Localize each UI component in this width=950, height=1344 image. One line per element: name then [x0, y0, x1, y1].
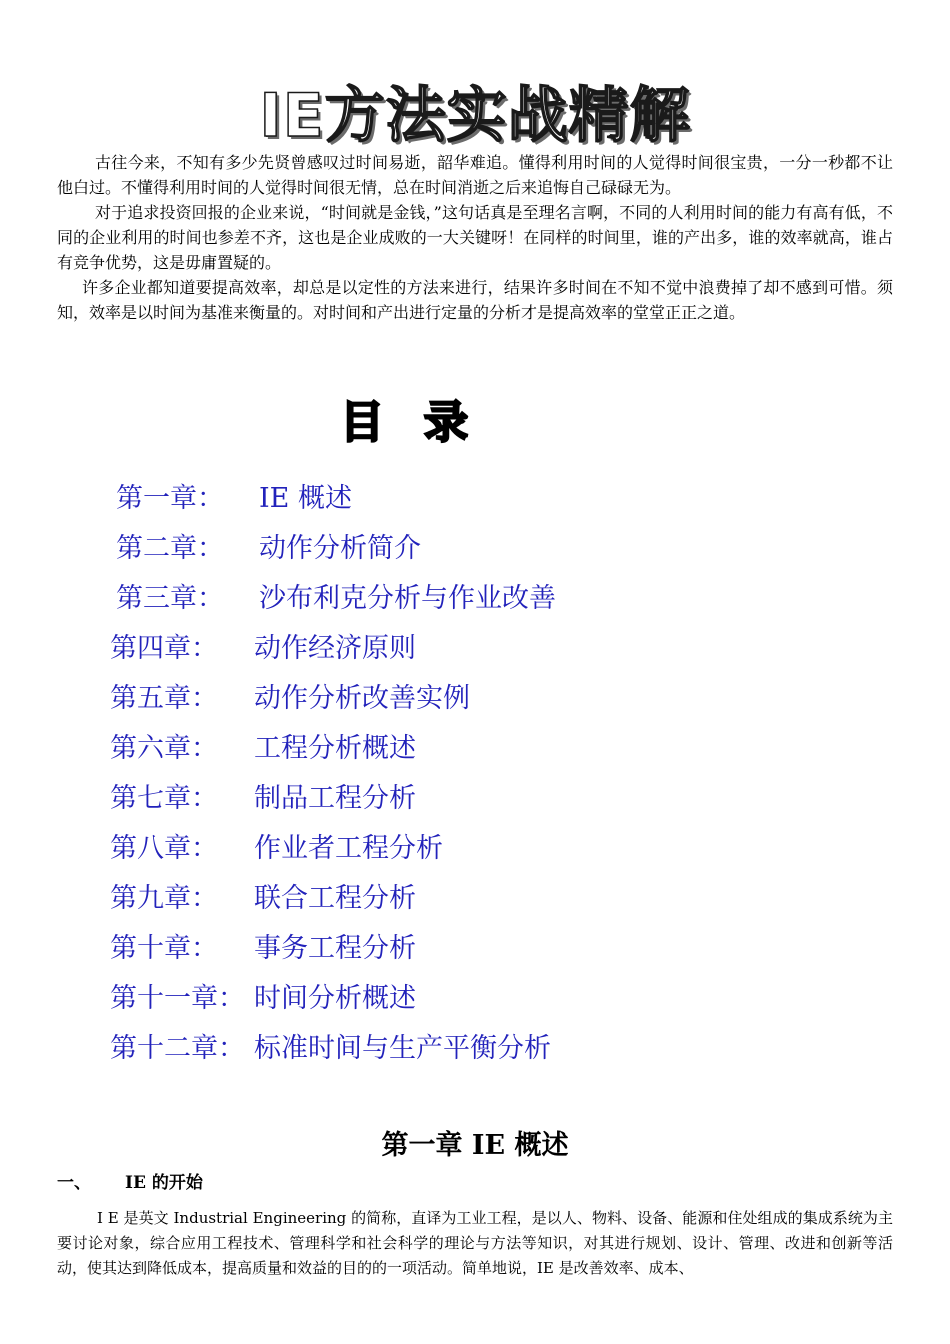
toc-chapter-number: 第十一章：: [110, 983, 245, 1014]
toc-chapter-title: 沙布利克分析与作业改善: [259, 583, 556, 614]
body-paragraph: I E 是英文 Industrial Engineering 的简称，直译为工业工程，是以人、物料、设备、能源和住处组成的集成系统为主要讨论对象，综合应用工程技术、管理科学和社会科学的理论与方法等知识，对其进行规划、设计、管理、改进和创新等活动，使其达到降低成本，提高质量和效益的目的的一项活动。简单地说，IE 是改善效率、成本、: [57, 1209, 893, 1277]
toc-chapter-title: 时间分析概述: [254, 983, 416, 1014]
toc-chapter-number: 第十二章：: [110, 1033, 245, 1064]
toc-chapter-title: 联合工程分析: [254, 883, 416, 914]
document-title: IE方法实战精解: [259, 81, 691, 151]
toc-chapter-title: 标准时间与生产平衡分析: [254, 1033, 551, 1064]
toc-chapter-number: 第二章：: [116, 533, 224, 564]
toc-chapter-number: 第四章：: [110, 633, 218, 664]
section-heading: [57, 1170, 203, 1196]
intro-paragraph: 古往今来，不知有多少先贤曾感叹过时间易逝，韶华难追。懂得利用时间的人觉得时间很宝贵，一分一秒都不让他白过。不懂得利用时间的人觉得时间很无情，总在时间消逝之后来追悔自己碌碌无为。: [57, 153, 893, 197]
toc-chapter-title: 动作分析简介: [259, 533, 421, 564]
section-title: IE 的开始: [125, 1173, 203, 1193]
toc-chapter-title: 作业者工程分析: [254, 833, 443, 864]
body-text: [57, 1206, 893, 1281]
toc-title: 目录: [340, 397, 508, 448]
toc-chapter-number: 第七章：: [110, 783, 218, 814]
intro-paragraph: 对于追求投资回报的企业来说，“时间就是金钱，”这句话真是至理名言啊，不同的人利用时间的能力有高有低，不同的企业利用的时间也参差不齐，这也是企业成败的一大关键呀！在同样的时间里，谁的产出多，谁的效率就高，谁占有竞争优势，这是毋庸置疑的。: [57, 203, 893, 272]
toc-chapter-title: 动作分析改善实例: [254, 683, 470, 714]
chapter-heading: 第一章 IE 概述: [381, 1130, 569, 1161]
intro-paragraph: 许多企业都知道要提高效率，却总是以定性的方法来进行，结果许多时间在不知不觉中浪费掉了却不感到可惜。须知，效率是以时间为基准来衡量的。对时间和产出进行定量的分析才是提高效率的堂堂正正之道。: [57, 278, 893, 322]
toc-chapter-number: 第六章：: [110, 733, 218, 764]
toc-chapter-title: 工程分析概述: [254, 733, 416, 764]
toc-chapter-number: 第一章：: [116, 483, 224, 514]
toc-chapter-title: IE 概述: [259, 483, 352, 514]
toc-chapter-title: 动作经济原则: [254, 633, 416, 664]
toc-chapter-number: 第三章：: [116, 583, 224, 614]
toc-chapter-number: 第十章：: [110, 933, 218, 964]
intro-section: [57, 150, 893, 325]
toc-chapter-title: 事务工程分析: [254, 933, 416, 964]
toc-chapter-title: 制品工程分析: [254, 783, 416, 814]
toc-chapter-number: 第九章：: [110, 883, 218, 914]
section-number: 一、: [57, 1173, 91, 1193]
toc-chapter-number: 第五章：: [110, 683, 218, 714]
toc-chapter-number: 第八章：: [110, 833, 218, 864]
